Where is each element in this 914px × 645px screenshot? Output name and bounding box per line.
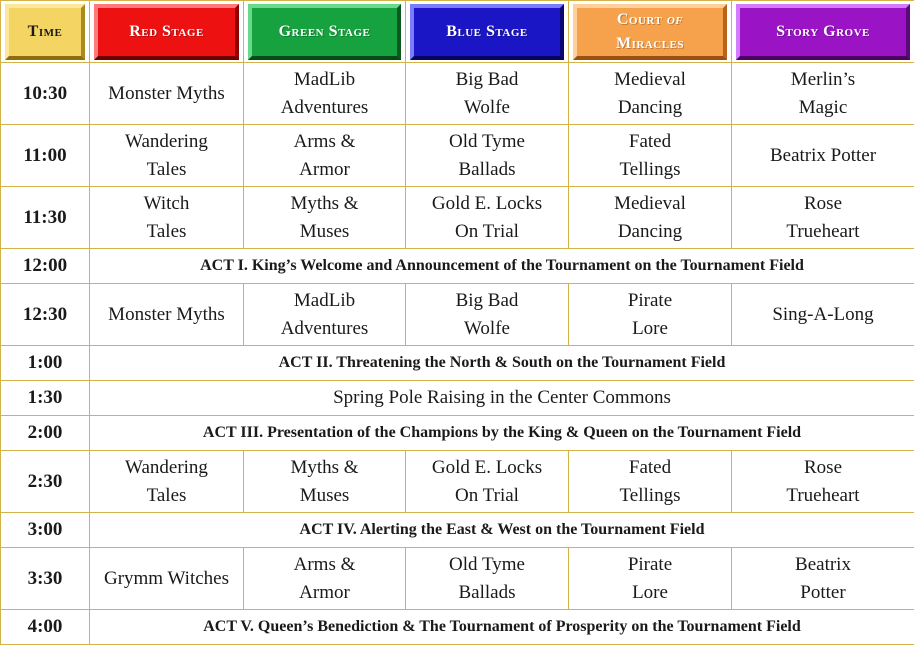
header-story-grove: Story Grove bbox=[732, 1, 914, 63]
schedule-row-0100 bbox=[1, 346, 914, 381]
schedule-row-0400 bbox=[1, 610, 914, 645]
header-court-of-miracles: Court of Miracles bbox=[569, 1, 732, 63]
event-cell: ACT II. Threatening the North & South on the Tournament Field bbox=[90, 346, 914, 381]
court-cell: Medieval Dancing bbox=[569, 63, 732, 125]
header-red-stage: Red Stage bbox=[90, 1, 244, 63]
red-stage-cell: Witch Tales bbox=[90, 187, 244, 249]
event-cell: Spring Pole Raising in the Center Commons bbox=[90, 381, 914, 416]
story-grove-cell: Beatrix Potter bbox=[732, 548, 914, 610]
schedule-row-0200 bbox=[1, 416, 914, 451]
blue-stage-cell: Gold E. Locks On Trial bbox=[406, 451, 569, 513]
time-cell: 11:00 bbox=[1, 125, 90, 187]
red-stage-cell: Monster Myths bbox=[90, 63, 244, 125]
red-stage-cell: Wandering Tales bbox=[90, 125, 244, 187]
story-grove-cell: Beatrix Potter bbox=[732, 125, 914, 187]
green-stage-cell: MadLib Adventures bbox=[244, 284, 406, 346]
time-cell: 11:30 bbox=[1, 187, 90, 249]
header-blue-stage: Blue Stage bbox=[406, 1, 569, 63]
time-cell: 12:00 bbox=[1, 249, 90, 284]
red-stage-cell: Wandering Tales bbox=[90, 451, 244, 513]
time-cell: 10:30 bbox=[1, 63, 90, 125]
blue-stage-cell: Old Tyme Ballads bbox=[406, 125, 569, 187]
time-cell: 3:00 bbox=[1, 513, 90, 548]
court-cell: Fated Tellings bbox=[569, 451, 732, 513]
story-grove-cell: Rose Trueheart bbox=[732, 451, 914, 513]
blue-stage-cell: Gold E. Locks On Trial bbox=[406, 187, 569, 249]
schedule-row-1030 bbox=[1, 63, 914, 125]
time-cell: 3:30 bbox=[1, 548, 90, 610]
time-cell: 12:30 bbox=[1, 284, 90, 346]
blue-stage-cell: Big Bad Wolfe bbox=[406, 63, 569, 125]
schedule-row-0230 bbox=[1, 451, 914, 513]
schedule-row-1130 bbox=[1, 187, 914, 249]
header-green-stage: Green Stage bbox=[244, 1, 406, 63]
schedule-row-1200 bbox=[1, 249, 914, 284]
schedule-row-1100 bbox=[1, 125, 914, 187]
green-stage-cell: Arms & Armor bbox=[244, 548, 406, 610]
schedule-row-1230 bbox=[1, 284, 914, 346]
event-cell: ACT I. King’s Welcome and Announcement of the Tournament on the Tournament Field bbox=[90, 249, 914, 284]
court-cell: Pirate Lore bbox=[569, 284, 732, 346]
green-stage-cell: Myths & Muses bbox=[244, 187, 406, 249]
time-cell: 2:30 bbox=[1, 451, 90, 513]
court-cell: Pirate Lore bbox=[569, 548, 732, 610]
time-cell: 1:00 bbox=[1, 346, 90, 381]
schedule-row-0330 bbox=[1, 548, 914, 610]
header-time: Time bbox=[1, 1, 90, 63]
blue-stage-cell: Big Bad Wolfe bbox=[406, 284, 569, 346]
green-stage-cell: MadLib Adventures bbox=[244, 63, 406, 125]
red-stage-cell: Monster Myths bbox=[90, 284, 244, 346]
event-cell: ACT IV. Alerting the East & West on the Tournament Field bbox=[90, 513, 914, 548]
court-cell: Medieval Dancing bbox=[569, 187, 732, 249]
event-cell: ACT V. Queen’s Benediction & The Tournament of Prosperity on the Tournament Field bbox=[90, 610, 914, 645]
blue-stage-cell: Old Tyme Ballads bbox=[406, 548, 569, 610]
header-row bbox=[1, 1, 914, 63]
red-stage-cell: Grymm Witches bbox=[90, 548, 244, 610]
schedule-row-0300 bbox=[1, 513, 914, 548]
green-stage-cell: Myths & Muses bbox=[244, 451, 406, 513]
story-grove-cell: Rose Trueheart bbox=[732, 187, 914, 249]
court-cell: Fated Tellings bbox=[569, 125, 732, 187]
story-grove-cell: Sing-A-Long bbox=[732, 284, 914, 346]
time-cell: 4:00 bbox=[1, 610, 90, 645]
time-cell: 2:00 bbox=[1, 416, 90, 451]
story-grove-cell: Merlin’s Magic bbox=[732, 63, 914, 125]
green-stage-cell: Arms & Armor bbox=[244, 125, 406, 187]
event-cell: ACT III. Presentation of the Champions by the King & Queen on the Tournament Field bbox=[90, 416, 914, 451]
schedule-row-0130 bbox=[1, 381, 914, 416]
time-cell: 1:30 bbox=[1, 381, 90, 416]
